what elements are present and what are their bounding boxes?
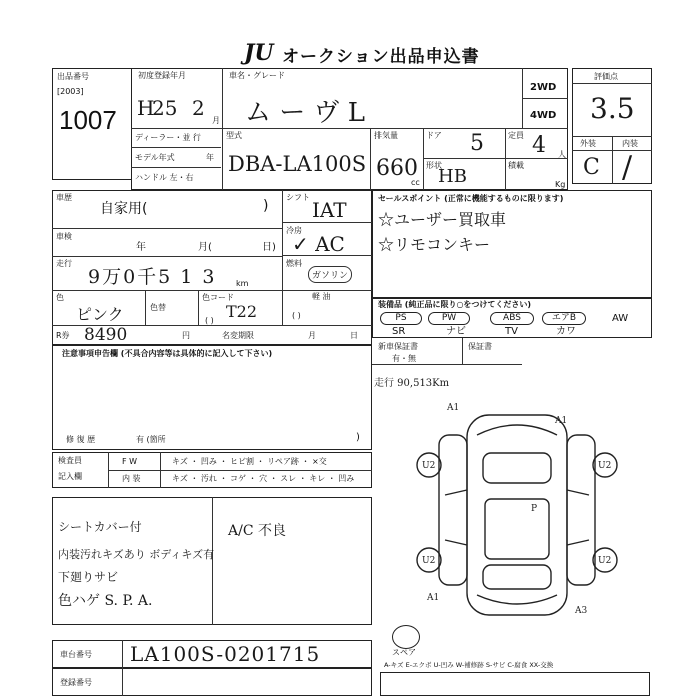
fuel-paren: ( ) (292, 311, 301, 320)
id-number: 1007 (59, 105, 117, 135)
car-name-value: ム ー ヴ L (245, 98, 366, 128)
usage-value: 自家用( (100, 201, 148, 217)
inspector-legend-1: キズ ・ 凹み ・ ヒビ割 ・ リペア跡 ・ ×交 (172, 457, 327, 466)
int-grade-label: 内装 (622, 139, 638, 148)
dealer-label: ディーラー・並 行 (135, 133, 201, 142)
equip-abs: ABS (490, 312, 534, 325)
mark-a1-front-left: A1 (447, 403, 460, 413)
repair-value: 有 (箇所 (136, 435, 166, 444)
form-title: オークション出品申込書 (282, 47, 480, 67)
warranty-value: 有・無 (392, 354, 416, 363)
mark-a1-front-right: A1 (555, 416, 568, 426)
mark-u2-rr: U2 (598, 556, 612, 566)
inspector-legend-2: キズ ・ 汚れ ・ コゲ ・ 穴 ・ スレ ・ キレ ・ 凹み (172, 474, 355, 483)
shift-label: シフト (286, 193, 310, 202)
id-box (52, 68, 132, 180)
equip-navi: ナビ (446, 326, 466, 337)
capacity-unit: 人 (558, 150, 566, 159)
color-code-paren: ( ) (205, 316, 214, 325)
inspection-year-unit: 年 (136, 242, 146, 253)
ju-logo: JU (244, 40, 274, 66)
remark-2: 内装汚れキズあり ボディキズ有 (58, 548, 215, 561)
remark-4: 色ハゲ S. P. A. (58, 593, 153, 609)
displacement-value: 660 (376, 156, 418, 181)
remark-1: シートカバー付 (58, 520, 142, 534)
spare-tire-icon (392, 625, 420, 649)
selling-points-label: セールスポイント (正常に機能するものに限ります) (378, 194, 564, 203)
odo-note: 走行 90,513Km (374, 378, 450, 389)
inspector-label: 検査員 (58, 456, 82, 465)
transfer-month: 月 (308, 331, 316, 340)
remark-3: 下廻りサビ (58, 570, 119, 584)
mark-a1-rear-left: A1 (427, 593, 440, 603)
inspector-fill-label: 記入欄 (58, 472, 82, 481)
mileage-value: 9万0千5 1 3 (88, 266, 217, 288)
id-label: 出品番号 (57, 72, 89, 81)
ext-grade-label: 外装 (580, 139, 596, 148)
model-year-unit: 年 (206, 153, 214, 162)
usage-label: 車歴 (56, 193, 72, 202)
transfer-day: 日 (350, 331, 358, 340)
transfer-label: 名変期限 (222, 331, 254, 340)
registration-no-box (52, 668, 372, 696)
fuel-sub: 軽 油 (312, 292, 331, 301)
mileage-unit: km (236, 279, 249, 288)
mark-u2-rl: U2 (422, 556, 436, 566)
int-grade-value: / (622, 150, 633, 185)
fuel-value: ガソリン (308, 266, 352, 283)
handle-label: ハンドル 左・右 (135, 173, 194, 182)
mark-a3-rear-right: A3 (575, 606, 588, 616)
recycle-label: R券 (56, 331, 70, 340)
equip-airbag: エアB (542, 312, 586, 325)
color-label: 色 (56, 293, 64, 302)
inspection-label: 車検 (56, 232, 72, 241)
color-code-label: 色コード (202, 293, 234, 302)
chassis-value: LA100S-0201715 (130, 642, 321, 666)
mark-u2-fr: U2 (598, 461, 612, 471)
notes-box (52, 345, 372, 450)
fuel-label: 燃料 (286, 259, 302, 268)
id-code: [2003] (57, 87, 84, 96)
inspector-interior: 内 装 (122, 474, 141, 483)
registration-month: 2 (192, 96, 205, 120)
model-type-label: 型式 (226, 131, 242, 140)
mileage-label: 走行 (56, 259, 72, 268)
aircon-label: 冷房 (286, 226, 302, 235)
equip-tv: TV (505, 326, 518, 337)
inspector-fw: F W (122, 457, 138, 466)
owner-warranty-label: 保証書 (468, 342, 492, 351)
ext-grade-value: C (583, 155, 600, 180)
color-code-value: T22 (226, 302, 258, 321)
remark-ac: A/C 不良 (228, 523, 286, 539)
equip-leather: カワ (556, 326, 576, 337)
recycle-value: 8490 (84, 325, 128, 345)
car-damage-diagram (405, 395, 630, 635)
shape-label: 形状 (426, 161, 442, 170)
drive-2wd: 2WD (530, 82, 557, 93)
legend-grid (380, 672, 650, 696)
capacity-value: 4 (532, 133, 546, 158)
car-name-label: 車名・グレード (229, 71, 285, 80)
registration-label: 初度登録年月 (138, 71, 186, 80)
doors-value: 5 (470, 131, 484, 156)
grade-label: 評価点 (594, 72, 618, 81)
color-change-label: 色替 (150, 303, 166, 312)
spare-label: スペア (392, 648, 416, 657)
usage-close: ) (263, 198, 269, 214)
model-year-label: モデル年式 (135, 153, 175, 162)
recycle-unit: 円 (182, 331, 190, 340)
color-value: ピンク (76, 305, 124, 324)
notes-label: 注意事項申告欄 (不具合内容等は具体的に記入して下さい) (62, 349, 273, 358)
equip-aw: AW (612, 313, 629, 324)
equipment-label: 装備品 (純正品に限り○をつけてください) (378, 300, 532, 309)
displacement-unit: cc (411, 178, 420, 187)
inspection-month-unit: 月( (198, 242, 212, 253)
shift-value: IAT (312, 198, 347, 222)
aircon-value: ✓ AC (292, 232, 345, 256)
inspection-day-unit: 日) (262, 242, 276, 253)
grade-value: 3.5 (590, 92, 635, 125)
selling-point-2: ☆リモコンキー (378, 235, 491, 254)
repair-label: 修 復 歴 (66, 435, 96, 444)
doors-label: ドア (426, 131, 442, 140)
warranty-label: 新車保証書 (378, 342, 418, 351)
damage-legend: A-キズ E-エクボ U-凹み W-補修跡 S-サビ C-腐食 XX-交換 (384, 661, 554, 669)
selling-point-1: ☆ユーザー買取車 (378, 210, 507, 229)
displacement-label: 排気量 (374, 131, 398, 140)
equip-sr: SR (392, 326, 406, 337)
mark-u2-fl: U2 (422, 461, 436, 471)
registration-month-unit: 月 (212, 116, 220, 125)
shape-value: HB (438, 166, 467, 187)
mark-p-roof: P (531, 504, 538, 514)
registration-no-label: 登録番号 (60, 678, 92, 687)
chassis-label: 車台番号 (60, 650, 92, 659)
equip-ps: PS (380, 312, 422, 325)
load-label: 積載 (508, 161, 524, 170)
capacity-label: 定員 (508, 131, 524, 140)
registration-year: 25 (152, 96, 178, 120)
drive-4wd: 4WD (530, 110, 557, 121)
equip-pw: PW (428, 312, 470, 325)
model-type-value: DBA-LA100S (228, 152, 367, 176)
load-unit: Kg (555, 180, 566, 189)
registration-era: H (137, 96, 155, 120)
